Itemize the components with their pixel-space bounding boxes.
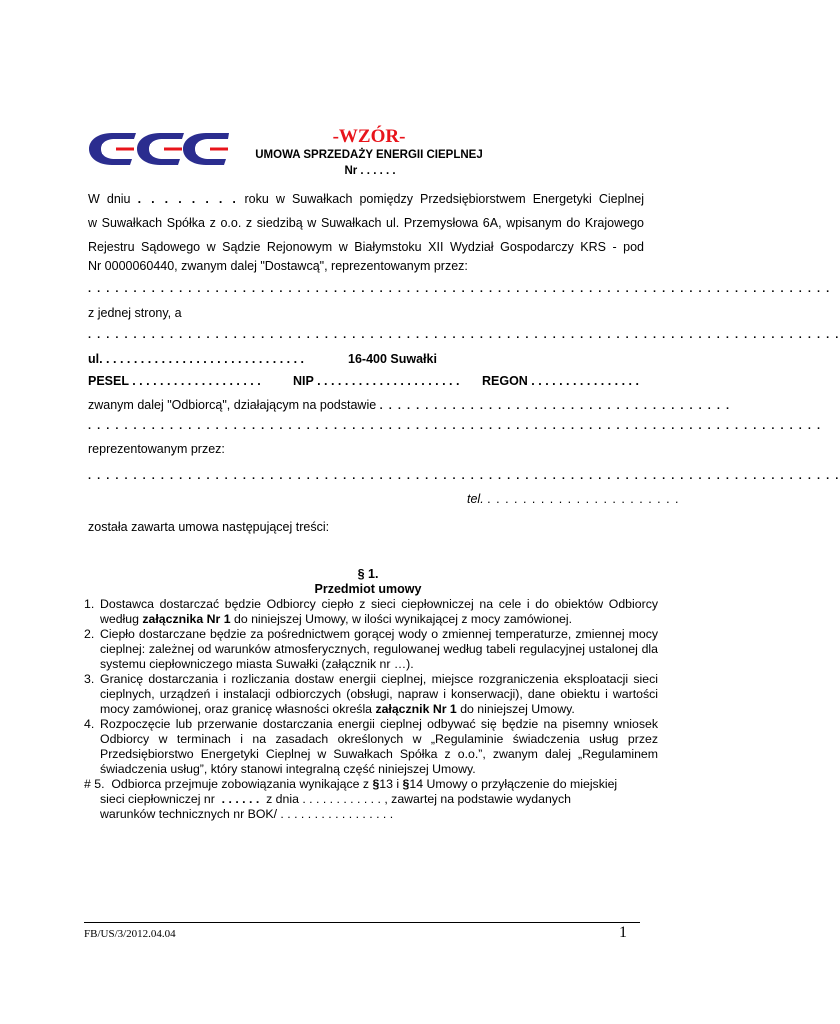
document-number: Nr . . . . . . bbox=[344, 165, 396, 177]
item-text: Rozpoczęcie lub przerwanie dostarczania energii cieplnej odbywać się będzie na pisemny wniosek Odbiorcy w terminach i na zasadach określonych w „Regulaminie świadczenia usług przez Przedsiębiorstwo Energetyki Cieplnej w Suwałkach Spółka z o.o.”, zwanym dalej „Regulaminem świadczenia usług”, który stanowi integralną część niniejszej Umowy. bbox=[100, 717, 658, 776]
fill-line-2: . . . . . . . . . . . . . . . . . . . . . . . . . . . . . . . . . . . . . . . . . . . . . . . . . . . . . . . . . . . . . . . . . . . . . . . . . . . . . . . . . . . bbox=[88, 329, 840, 341]
zwanym-text: zwanym dalej "Odbiorcą", działającym na podstawie bbox=[88, 398, 377, 412]
date-dots: . . . . . . . . bbox=[137, 192, 238, 206]
intro-line-4: Nr 0000060440, zwanym dalej "Dostawcą", reprezentowanym przez: bbox=[88, 259, 468, 273]
street-field: ul. . . . . . . . . . . . . . . . . . . . . . . . . . . . . . bbox=[88, 352, 305, 366]
item5-prefix: # 5. bbox=[84, 777, 105, 791]
company-logo bbox=[88, 132, 230, 166]
nip-field: NIP . . . . . . . . . . . . . . . . . . . . . bbox=[293, 374, 460, 388]
list-item bbox=[84, 597, 658, 627]
intro-line-1 bbox=[88, 187, 644, 211]
city-label: 16-400 Suwałki bbox=[348, 352, 437, 366]
section-number: § 1. bbox=[357, 567, 379, 581]
fill-line-1: . . . . . . . . . . . . . . . . . . . . . . . . . . . . . . . . . . . . . . . . . . . . . . . . . . . . . . . . . . . . . . . . . . . . . . . . . . . . . . . . . . bbox=[88, 283, 831, 295]
reprezentowanym: reprezentowanym przez: bbox=[88, 442, 225, 456]
item-number: 2. bbox=[84, 627, 95, 641]
footer-code: FB/US/3/2012.04.04 bbox=[84, 928, 176, 940]
item-number: 4. bbox=[84, 717, 95, 731]
zawarta-line: została zawarta umowa następującej treści: bbox=[88, 520, 330, 534]
zwanym-line bbox=[88, 398, 731, 412]
footer-divider bbox=[84, 922, 640, 923]
list-item bbox=[84, 672, 658, 717]
item-number: 1. bbox=[84, 597, 95, 611]
items-list bbox=[84, 597, 658, 822]
regon-field: REGON . . . . . . . . . . . . . . . . bbox=[482, 374, 639, 388]
zwanym-dots: . . . . . . . . . . . . . . . . . . . . . . . . . . . . . . . . . . . . . . . bbox=[379, 400, 731, 412]
tel-dots: . . . . . . . . . . . . . . . . . . . . . . bbox=[487, 492, 680, 506]
fill-line-3: . . . . . . . . . . . . . . . . . . . . . . . . . . . . . . . . . . . . . . . . . . . . . . . . . . . . . . . . . . . . . . . . . . . . . . . . . . . . . . . . . bbox=[88, 420, 822, 432]
page-number: 1 bbox=[619, 924, 627, 941]
template-mark: -WZÓR- bbox=[332, 126, 406, 147]
fill-line-4: . . . . . . . . . . . . . . . . . . . . . . . . . . . . . . . . . . . . . . . . . . . . . . . . . . . . . . . . . . . . . . . . . . . . . . . . . . . . . . . . . . . bbox=[88, 470, 840, 482]
tel-label: tel. bbox=[467, 492, 484, 506]
list-item bbox=[84, 717, 658, 777]
document-title: UMOWA SPRZEDAŻY ENERGII CIEPLNEJ bbox=[255, 149, 483, 161]
intro-line-2: w Suwałkach Spółka z o.o. z siedzibą w Suwałkach ul. Przemysłowa 6A, wpisanym do Krajowego bbox=[88, 216, 644, 230]
list-item: # 5. Odbiorca przejmuje zobowiązania wynikające z §13 i §14 Umowy o przyłączenie do miejskiej sieci ciepłowniczej nr . . . . . . z dnia . . . . . . . . . . . . , zawartej na podstawie wydanych warunków technicznych nr BOK/ . . . . . . . . . . . . . . . . . bbox=[84, 777, 618, 821]
item-number: 3. bbox=[84, 672, 95, 686]
jednej-strony: z jednej strony, a bbox=[88, 306, 182, 320]
intro-text: roku w Suwałkach pomiędzy Przedsiębiorstwem Energetyki Cieplnej bbox=[244, 192, 645, 206]
tel-line bbox=[467, 492, 680, 506]
list-item bbox=[84, 627, 658, 672]
intro-text: W dniu bbox=[88, 192, 131, 206]
item-text: Ciepło dostarczane będzie za pośrednictwem gorącej wody o zmiennej temperaturze, zmiennej mocy cieplnej: zależnej od warunków atmosferycznych, regulowanej według tabeli regulacyjnej ustalonej dla systemu ciepłowniczego miasta Suwałki (załącznik nr …). bbox=[100, 627, 658, 671]
intro-line-3: Rejestru Sądowego w Sądzie Rejonowym w Białymstoku XII Wydział Gospodarczy KRS - pod bbox=[88, 240, 644, 254]
item-text: Dostawca dostarczać będzie Odbiorcy ciepło z sieci ciepłowniczej na cele i do obiektów Odbiorcy według załącznika Nr 1 do niniejszej Umowy, w ilości wynikającej z mocy zamówionej. bbox=[100, 597, 658, 626]
pesel-field: PESEL . . . . . . . . . . . . . . . . . . . bbox=[88, 374, 261, 388]
section-title: Przedmiot umowy bbox=[314, 582, 422, 596]
item-text: Granicę dostarczania i rozliczania dostaw energii cieplnej, miejsce rozgraniczenia eksploatacji sieci cieplnych, urządzeń i instalacji odbiorczych (obsługi, napraw i konserwacji), dane obiektu i wartości mocy zamówionej, oraz granicę własności określa załącznik Nr 1 do niniejszej Umowy. bbox=[100, 672, 658, 716]
